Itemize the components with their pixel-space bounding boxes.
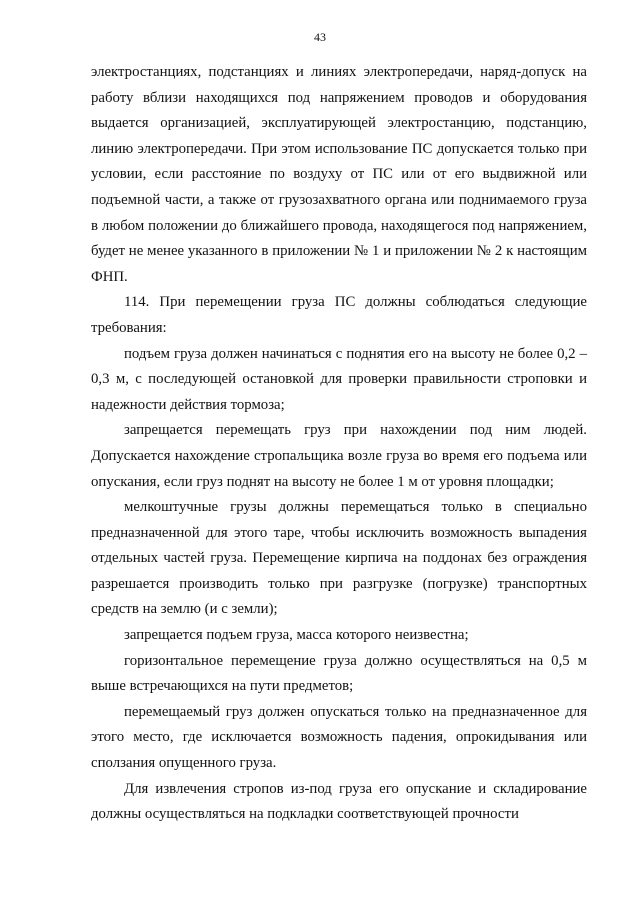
paragraph-requirement-small-cargo: мелкоштучные грузы должны перемещаться только в специально предназначенной для этого таре, чтобы исключить возможность выпадения отдельных частей груза. Перемещение кирпича на поддонах без ограждения разрешается производить только при разгрузке (погрузке) транспортных средств на землю (и с земли); (91, 499, 587, 618)
body-text (91, 60, 587, 828)
page-number: 43 (314, 30, 326, 44)
paragraph-requirement-unknown-mass: запрещается подъем груза, масса которого неизвестна; (124, 627, 469, 644)
paragraph-requirement-lowering: перемещаемый груз должен опускаться только на предназначенное для этого место, где исключается возможность падения, опрокидывания или сползания опущенного груза. (91, 703, 587, 772)
paragraph-sling-removal: Для извлечения стропов из-под груза его опускание и складирование должны осуществляться на подкладки соответствующей прочности (91, 780, 587, 823)
paragraph-requirement-horizontal-move: горизонтальное перемещение груза должно осуществляться на 0,5 м выше встречающихся на пути предметов; (91, 652, 587, 695)
paragraph-continuation: электростанциях, подстанциях и линиях электропередачи, наряд-допуск на работу вблизи находящихся под напряжением проводов и оборудования выдается организацией, эксплуатирующей электростанцию, подстанцию, линию электропередачи. При этом использование ПС допускается только при условии, если расстояние по воздуху от ПС или от его выдвижной или подъемной части, а также от грузозахватного органа или поднимаемого груза в любом положении до ближайшего провода, находящегося под напряжением, будет не менее указанного в приложении № 1 и приложении № 2 к настоящим ФНП. (91, 64, 587, 285)
paragraph-requirement-lift-start: подъем груза должен начинаться с поднятия его на высоту не более 0,2 – 0,3 м, с последующей остановкой для проверки правильности строповки и надежности действия тормоза; (91, 345, 587, 413)
paragraph-requirement-no-people: запрещается перемещать груз при нахождении под ним людей. Допускается нахождение стропальщика возле груза во время его подъема или опускания, если груз поднят на высоту не более 1 м от уровня площадки; (91, 422, 587, 490)
paragraph-item-114: 114. При перемещении груза ПС должны соблюдаться следующие требования: (91, 294, 587, 336)
